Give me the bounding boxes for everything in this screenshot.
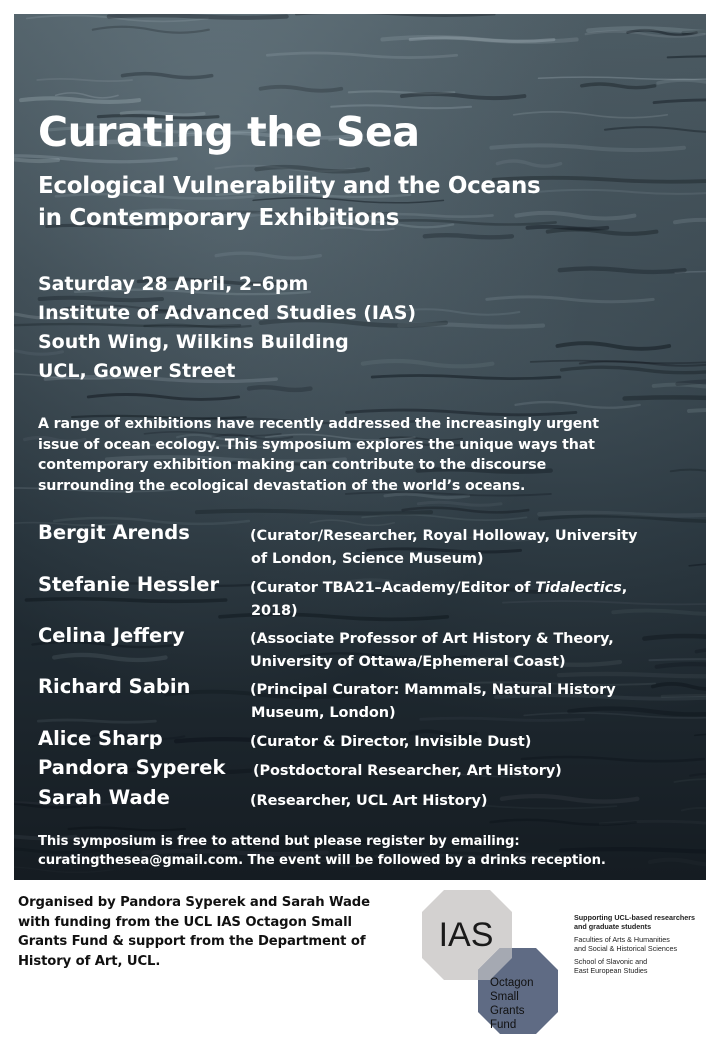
speaker-name: Sarah Wade bbox=[38, 786, 170, 809]
speaker-role bbox=[250, 731, 531, 754]
speaker-role-line: (Associate Professor of Art History & Theory, bbox=[250, 631, 614, 647]
registration-note bbox=[38, 832, 606, 870]
speaker-name: Pandora Syperek bbox=[38, 756, 226, 779]
speaker-role-line: University of Ottawa/Ephemeral Coast) bbox=[250, 654, 566, 670]
event-details bbox=[38, 270, 416, 386]
supporting-bodies bbox=[574, 913, 695, 979]
event-date: Saturday 28 April, 2–6pm bbox=[38, 273, 309, 295]
event-building: South Wing, Wilkins Building bbox=[38, 331, 349, 353]
organiser-credits bbox=[18, 893, 370, 971]
speaker-role bbox=[250, 628, 614, 674]
event-subtitle bbox=[38, 170, 540, 234]
subtitle-line: in Contemporary Exhibitions bbox=[38, 205, 400, 231]
speaker-role-line: of London, Science Museum) bbox=[251, 551, 484, 567]
speaker-role-line: (Curator & Director, Invisible Dust) bbox=[250, 734, 532, 750]
supporting-block bbox=[574, 957, 695, 975]
speaker-item bbox=[38, 624, 698, 675]
event-venue: Institute of Advanced Studies (IAS) bbox=[38, 302, 417, 324]
description-line: contemporary exhibition making can contribute to the discourse bbox=[38, 457, 547, 473]
speaker-role bbox=[250, 679, 616, 725]
speaker-role bbox=[253, 760, 562, 783]
speaker-role bbox=[250, 525, 637, 571]
speaker-role bbox=[250, 790, 487, 813]
speaker-item bbox=[38, 786, 698, 816]
octagon-logo-line: Fund bbox=[490, 1019, 517, 1031]
supporting-line: and graduate students bbox=[574, 922, 652, 931]
speaker-role-line: (Principal Curator: Mammals, Natural History bbox=[250, 682, 616, 698]
speaker-role bbox=[250, 577, 627, 623]
supporting-block bbox=[574, 935, 695, 953]
organiser-line: Grants Fund & support from the Department of bbox=[18, 934, 366, 949]
organiser-line: History of Art, UCL. bbox=[18, 953, 161, 969]
registration-line: This symposium is free to attend but please register by emailing: bbox=[38, 834, 520, 849]
octagon-logo-line: Octagon bbox=[490, 977, 534, 989]
speaker-item bbox=[38, 727, 698, 756]
organiser-line: Organised by Pandora Syperek and Sarah Wade bbox=[18, 895, 370, 910]
event-description bbox=[38, 414, 688, 496]
supporting-line: and Social & Historical Sciences bbox=[574, 944, 678, 953]
speaker-role-line: (Curator TBA21–Academy/Editor of Tidalectics, bbox=[250, 580, 628, 596]
speaker-role-line: (Curator/Researcher, Royal Holloway, University bbox=[250, 528, 638, 544]
speaker-name: Bergit Arends bbox=[38, 521, 190, 544]
speaker-role-line: (Researcher, UCL Art History) bbox=[250, 793, 488, 809]
speaker-item bbox=[38, 521, 698, 573]
speaker-item bbox=[38, 573, 698, 624]
speaker-name: Richard Sabin bbox=[38, 675, 191, 698]
subtitle-line: Ecological Vulnerability and the Oceans bbox=[38, 173, 541, 199]
octagon-logo-line: Grants bbox=[490, 1005, 525, 1017]
speaker-name: Stefanie Hessler bbox=[38, 573, 220, 596]
event-poster bbox=[14, 14, 706, 880]
supporting-line: School of Slavonic and bbox=[574, 957, 648, 966]
speaker-role-line: 2018) bbox=[251, 603, 298, 619]
speaker-name: Celina Jeffery bbox=[38, 624, 185, 647]
event-street: UCL, Gower Street bbox=[38, 360, 236, 382]
ias-octagon-logo bbox=[420, 884, 570, 1040]
speaker-list bbox=[38, 521, 698, 816]
description-line: surrounding the ecological devastation of the world’s oceans. bbox=[38, 477, 526, 494]
octagon-logo-line: Small bbox=[490, 991, 519, 1003]
supporting-block bbox=[574, 913, 695, 931]
speaker-item bbox=[38, 675, 698, 727]
organiser-line: with funding from the UCL IAS Octagon Small bbox=[18, 914, 352, 930]
supporting-line: Faculties of Arts & Humanities bbox=[574, 935, 670, 944]
event-title: Curating the Sea bbox=[38, 108, 420, 156]
speaker-name: Alice Sharp bbox=[38, 727, 163, 750]
description-line: issue of ocean ecology. This symposium explores the unique ways that bbox=[38, 436, 595, 453]
supporting-line: Supporting UCL-based researchers bbox=[574, 913, 696, 922]
ias-logo-text: IAS bbox=[438, 916, 494, 954]
registration-line: curatingthesea@gmail.com. The event will be followed by a drinks reception. bbox=[38, 853, 606, 868]
speaker-role-line: Museum, London) bbox=[251, 705, 396, 721]
speaker-role-line: (Postdoctoral Researcher, Art History) bbox=[253, 763, 562, 779]
supporting-line: East European Studies bbox=[574, 966, 648, 975]
description-line: A range of exhibitions have recently addressed the increasingly urgent bbox=[38, 416, 599, 432]
publication-title: Tidalectics bbox=[535, 580, 622, 596]
poster-content bbox=[14, 14, 706, 880]
speaker-item bbox=[38, 756, 698, 786]
